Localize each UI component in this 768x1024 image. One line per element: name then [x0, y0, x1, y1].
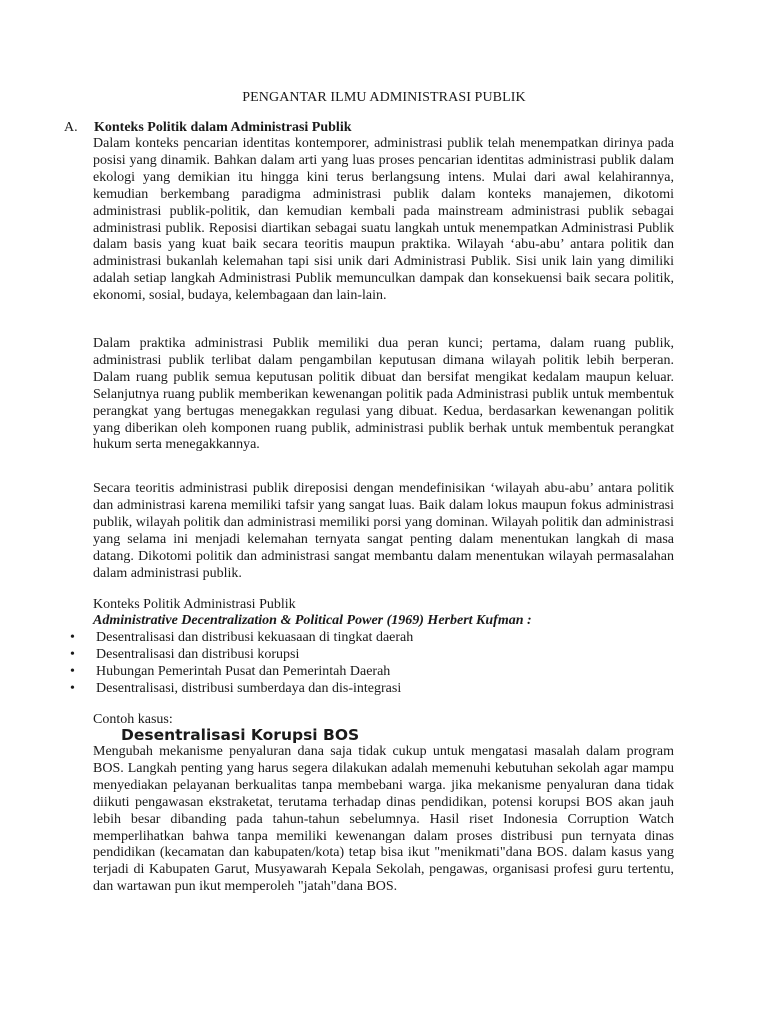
list-item — [64, 629, 413, 646]
bullet-icon: • — [70, 664, 75, 679]
context-label: Konteks Politik Administrasi Publik — [93, 597, 296, 612]
paragraph-2: Dalam praktika administrasi Publik memiliki dua peran kunci; pertama, dalam ruang publik, administrasi publik terlibat dalam pengambilan keputusan dimana wilayah politik lebih berperan. Dalam ruang publik semua keputusan politik dibuat dan bersifat mengikat kedalam maupun keluar. Selanjutnya ruang publik memberikan kewenangan politik pada Administrasi publik untuk membentuk perangkat yang bertugas menegakkan regulasi yang dibuat. Kedua, berdasarkan kewenangan politik yang diberikan oleh komponen ruang publik, administrasi publik berhak untuk membentuk perangkat hukum serta menegakkannya. — [93, 336, 674, 453]
section-heading — [64, 119, 352, 137]
bullet-icon: • — [70, 647, 75, 662]
paragraph-1: Dalam konteks pencarian identitas kontemporer, administrasi publik telah menempatkan dirinya pada posisi yang dinamik. Bahkan dalam arti yang luas proses pencarian identitas administrasi publik dalam ekologi yang demikian itu hingga kini terus berlangsung intens. Mulai dari awal kelahirannya, kemudian berkembang paradigma administrasi publik dalam konteks manajemen, dikotomi administrasi publik-politik, dan kemudian kembali pada mainstream administrasi publik sebagai administrasi publik. Reposisi diartikan sebagai suatu langkah untuk menempatkan Administrasi Publik dalam basis yang kuat baik secara teoritis maupun praktika. Wilayah ‘abu-abu’ antara politik dan administrasi bukanlah kelemahan tapi sisi unik dari Administrasi Publik. Sisi unik lain yang dimiliki adalah setiap langkah Administrasi Publik memunculkan dampak dan konsekuensi baik secara politik, ekonomi, sosial, budaya, kelembagaan dan lain-lain. — [93, 136, 674, 304]
paragraph-3: Secara teoritis administrasi publik direposisi dengan mendefinisikan ‘wilayah abu-abu’ antara politik dan administrasi karena memiliki tafsir yang sangat luas. Baik dalam lokus maupun fokus administrasi publik, wilayah politik dan administrasi memiliki porsi yang dominan. Wilayah politik dan administrasi yang selama ini menjadi kelemahan ternyata sangat penting dalam menentukan langkah di masa datang. Dikotomi politik dan administrasi sangat membantu dalam menentukan wilayah permasalahan dalam administrasi publik. — [93, 481, 674, 581]
case-label: Contoh kasus: — [93, 712, 173, 727]
list-item-text: Desentralisasi, distribusi sumberdaya dan dis-integrasi — [96, 681, 402, 696]
reference-line: Administrative Decentralization & Political Power (1969) Herbert Kufman : — [93, 613, 532, 628]
section-letter: A. — [64, 120, 78, 135]
list-item-text: Hubungan Pemerintah Pusat dan Pemerintah Daerah — [96, 664, 391, 679]
list-item-text: Desentralisasi dan distribusi kekuasaan di tingkat daerah — [96, 630, 414, 645]
list-item — [64, 663, 413, 680]
list-item — [64, 646, 413, 663]
section-title: Konteks Politik dalam Administrasi Publik — [94, 120, 352, 135]
case-paragraph: Mengubah mekanisme penyaluran dana saja tidak cukup untuk mengatasi masalah dalam program BOS. Langkah penting yang harus segera dilakukan adalah memenuhi kebutuhan sekolah agar mampu menyediakan pelayanan berkualitas tanpa membebani warga. jika mekanisme penyaluran dana tidak diikuti pengawasan ekstraketat, terutama terhadap dinas pendidikan, potensi korupsi BOS akan jauh lebih besar dibanding pada tahun-tahun sebelumnya. Hasil riset Indonesia Corruption Watch memperlihatkan bahwa tanpa memiliki kewenangan dalam proses distribusi pun ternyata dinas pendidikan (kecamatan dan kabupaten/kota) tetap bisa ikut "menikmati"dana BOS. dalam kasus yang terjadi di Kabupaten Garut, Musyawarah Kepala Sekolah, pengawas, organisasi profesi guru tertentu, dan wartawan pun ikut memperoleh "jatah"dana BOS. — [93, 744, 674, 895]
bullet-icon: • — [70, 681, 75, 696]
bullet-list — [64, 629, 413, 697]
case-title: Desentralisasi Korupsi BOS — [121, 726, 360, 744]
list-item — [64, 680, 413, 697]
document-title: PENGANTAR ILMU ADMINISTRASI PUBLIK — [242, 90, 526, 105]
bullet-icon: • — [70, 630, 75, 645]
list-item-text: Desentralisasi dan distribusi korupsi — [96, 647, 300, 662]
